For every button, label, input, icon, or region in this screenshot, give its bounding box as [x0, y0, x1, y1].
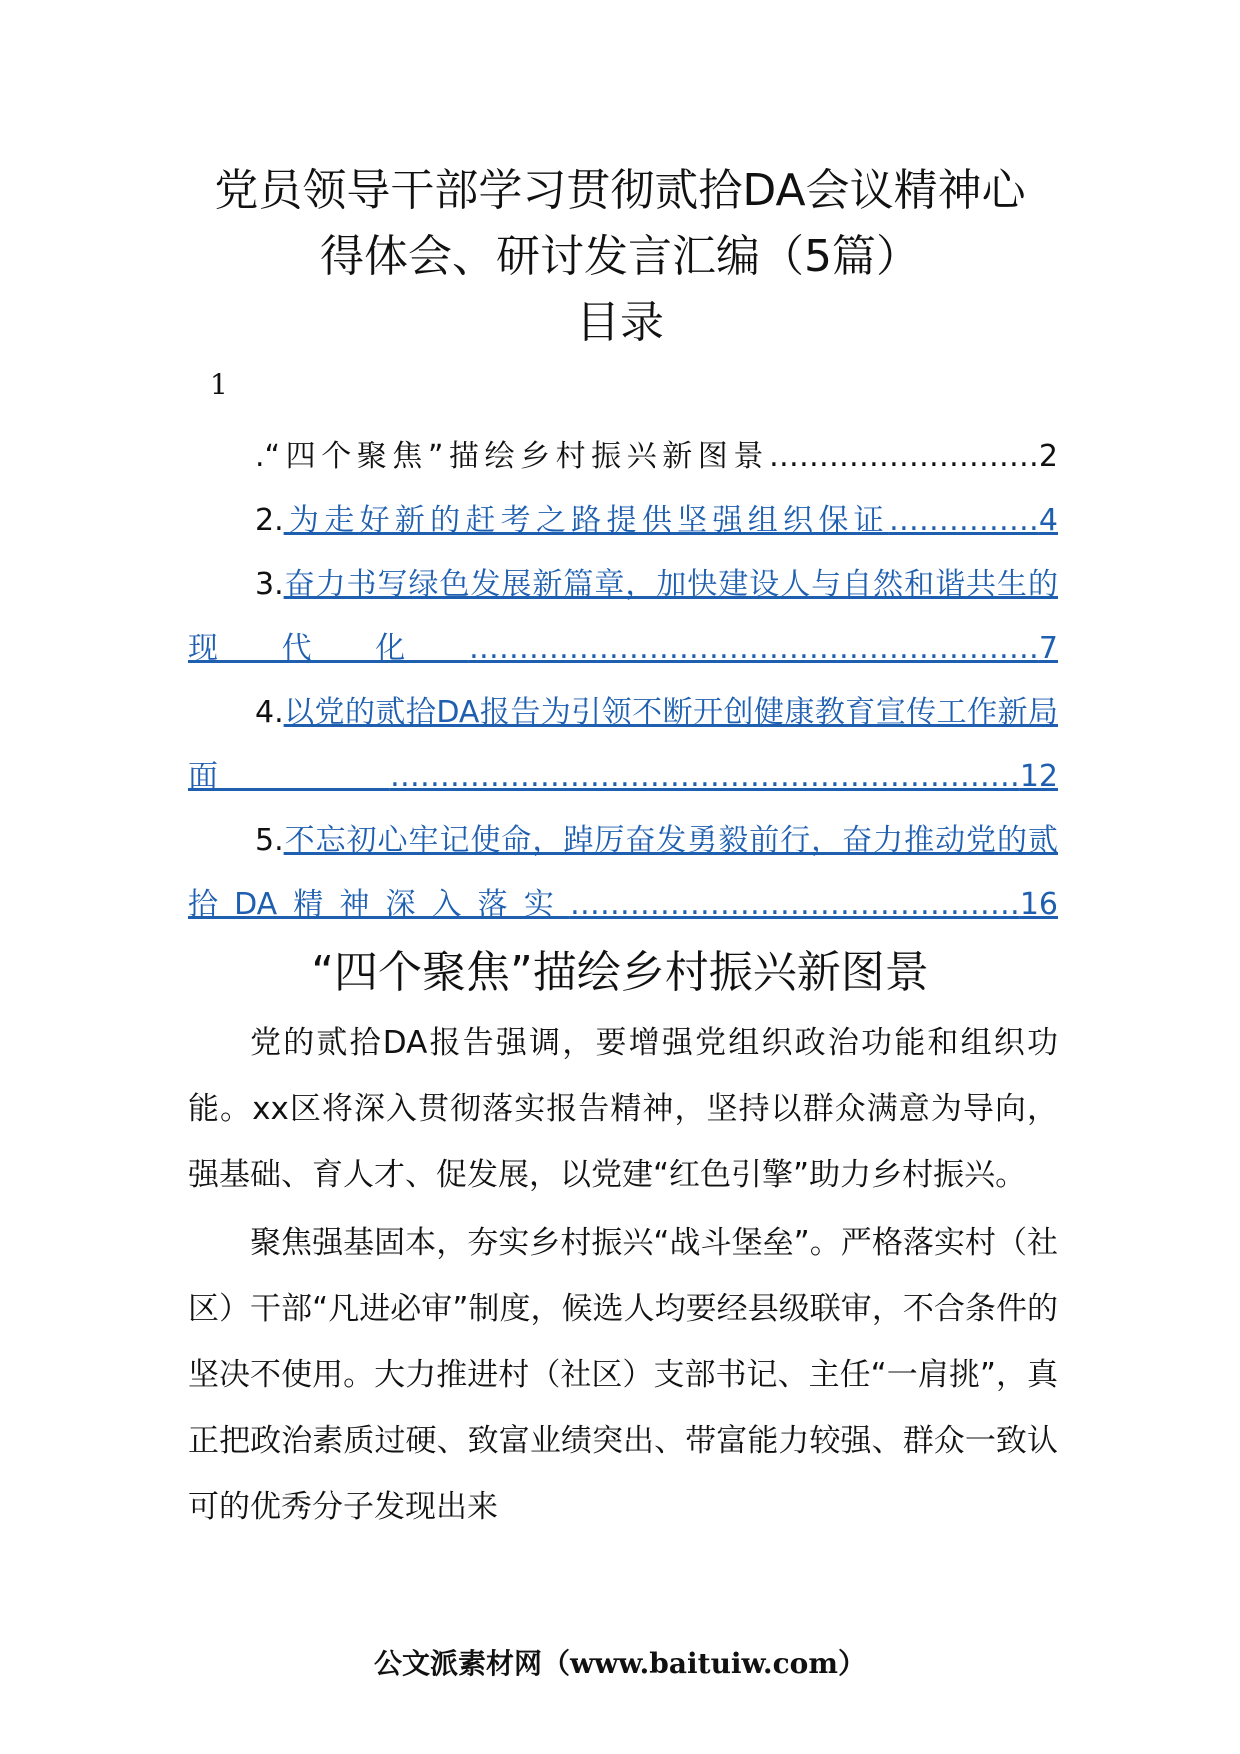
- toc-entry-2[interactable]: [188, 489, 1058, 553]
- toc-entry-page: 7: [1038, 631, 1058, 666]
- body-text: [188, 1010, 1058, 1542]
- toc-entry-prefix: 2.: [255, 503, 284, 538]
- toc-entry-text: 不忘初心牢记使命，踔厉奋发勇毅前行，奋力推动党的贰拾DA精神深入落实: [188, 823, 1058, 922]
- toc-entry-link[interactable]: [188, 823, 1058, 922]
- toc-entry-4[interactable]: [188, 681, 1058, 809]
- toc-entry-link[interactable]: [188, 695, 1058, 794]
- toc-entry-5[interactable]: [188, 809, 1058, 937]
- toc-entry-page: 2: [1038, 439, 1058, 474]
- toc-entry-page: 12: [1019, 759, 1058, 794]
- document-title-line1: 党员领导干部学习贯彻贰拾DA会议精神心: [214, 165, 1026, 216]
- document-title-line2: 得体会、研讨发言汇编（5篇）: [320, 231, 920, 282]
- toc-entry-prefix: 5.: [255, 823, 284, 858]
- toc-entry-dots: ………………………………………………………: [389, 759, 1020, 794]
- toc-entry-dots: ……………: [888, 503, 1039, 538]
- toc-entry-text: 以党的贰拾DA报告为引领不断开创健康教育宣传工作新局面: [188, 695, 1058, 794]
- toc-entry-prefix: .: [255, 439, 265, 474]
- toc-heading: 目录: [576, 297, 664, 348]
- toc-marker: 1: [210, 368, 228, 401]
- paragraph-2: 聚焦强基固本，夯实乡村振兴“战斗堡垒”。严格落实村（社区）干部“凡进必审”制度，候选人均要经县级联审，不合条件的坚决不使用。大力推进村（社区）支部书记、主任“一肩挑”，真正把政治素质过硬、致富业绩突出、带富能力较强、群众一致认可的优秀分子发现出来: [188, 1225, 1058, 1525]
- paragraph-1: 党的贰拾DA报告强调，要增强党组织政治功能和组织功能。xx区将深入贯彻落实报告精神，坚持以群众满意为导向，强基础、育人才、促发展，以党建“红色引擎”助力乡村振兴。: [188, 1025, 1058, 1193]
- toc-entry-link[interactable]: [188, 567, 1058, 666]
- toc-entry-link[interactable]: [284, 503, 1058, 538]
- section-title: “四个聚焦”描绘乡村振兴新图景: [311, 947, 929, 998]
- toc-entry-dots: ………………………………………: [569, 887, 1020, 922]
- toc-entry-text: 为走好新的赶考之路提供坚强组织保证: [283, 503, 889, 538]
- toc-entry-1[interactable]: [188, 425, 1058, 489]
- toc-entry-page: 16: [1019, 887, 1058, 922]
- footer-watermark: 公文派素材网（www.baituiw.com）: [374, 1647, 866, 1680]
- toc-entry-3[interactable]: [188, 553, 1058, 681]
- toc-entry-prefix: 4.: [255, 695, 284, 730]
- toc-entry-text: 奋力书写绿色发展新篇章，加快建设人与自然和谐共生的现代化: [188, 567, 1058, 666]
- toc-entry-text: “四个聚焦”描绘乡村振兴新图景: [264, 439, 769, 474]
- toc-entry-page: 4: [1038, 503, 1058, 538]
- toc-entry-dots: ………………………: [768, 439, 1039, 474]
- table-of-contents: [188, 425, 1058, 937]
- toc-entry-prefix: 3.: [255, 567, 284, 602]
- toc-entry-dots: …………………………………………………: [468, 631, 1039, 666]
